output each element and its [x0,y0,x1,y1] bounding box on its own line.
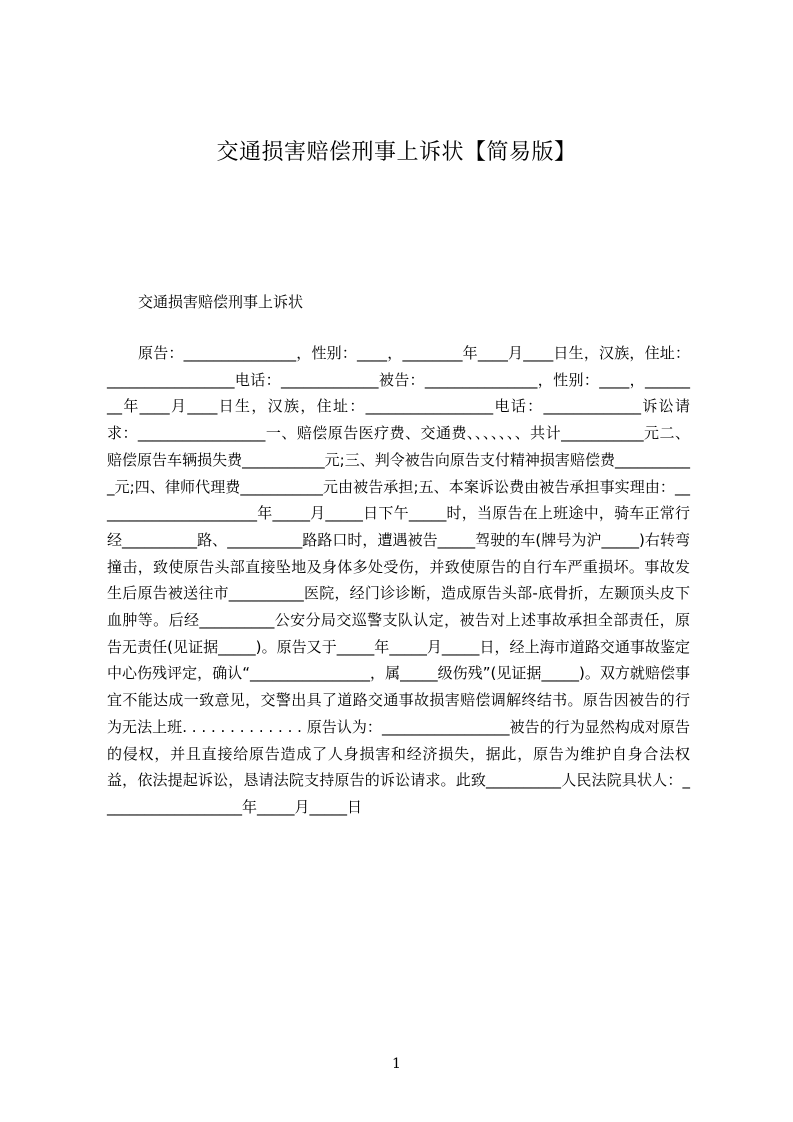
page-number: 1 [392,1056,401,1072]
document-body: 原告：_______________，性别：____，________年____月____日生，汉族，住址：_________________电话：_____________被告：_______________，性别：____，________年____月____日生，汉族，住址：_________________电话：_____________诉讼请求：_________________一、赔偿原告医疗费、交通费、、、、、、、共计___________元二、赔偿原告车辆损失费___________元;三、判令被告向原告支付精神损害赔偿费___________元;四、律师代理费___________元由被告承担;五、本案诉讼费由被告承担事实理由：______________________年_____月_____日下午_____时，当原告在上班途中，骑车正常行经__________路、__________路路口时，遭遇被告_____驾驶的车(牌号为沪_____)右转弯撞击，致使原告头部直接坠地及身体多处受伤，并致使原告的自行车严重损坏。事故发生后原告被送往市__________医院，经门诊诊断，造成原告头部-底骨折，左颞顶头皮下血肿等。后经__________公安分局交巡警支队认定，被告对上述事故承担全部责任，原告无责任(见证据_____)。原告又于_____年_____月_____日，经上海市道路交通事故鉴定中心伤残评定，确认“________________，属_____级伤残”(见证据_____)。双方就赔偿事宜不能达成一致意见，交警出具了道路交通事故损害赔偿调解终结书。原告因被告的行为无法上班. . . . . . . . . . . . . 原告认为：_________________被告的行为显然构成对原告的侵权，并且直接给原告造成了人身损害和经济损失，据此，原告为维护自身合法权益，依法提起诉讼，恳请法院支持原告的诉讼请求。此致__________人民法院具状人：___________________年_____月_____日 [107,344,690,816]
document-subtitle: 交通损害赔偿刑事上诉状 [138,293,304,311]
document-title: 交通损害赔偿刑事上诉状【简易版】 [216,140,577,165]
